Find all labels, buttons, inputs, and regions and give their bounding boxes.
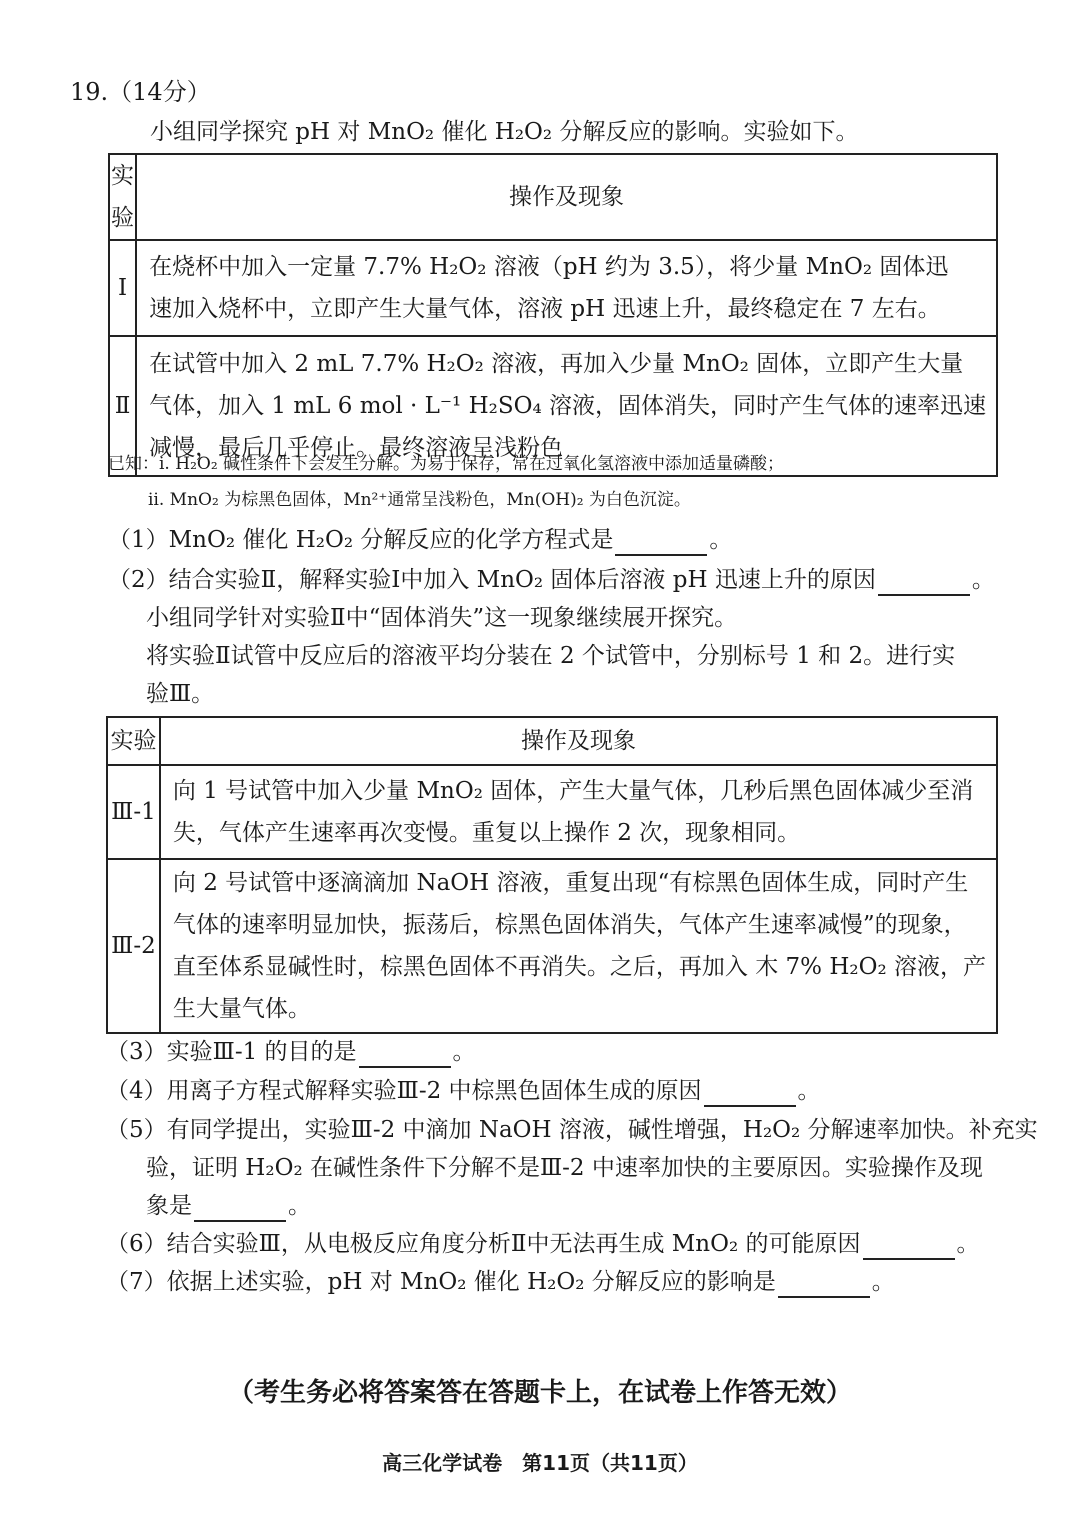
header-experiment: 实验 xyxy=(109,154,136,240)
question-2 xyxy=(108,564,995,596)
answer-blank xyxy=(194,1196,286,1222)
experiment-table-1 xyxy=(108,153,998,477)
row-label: Ⅲ-2 xyxy=(107,859,160,1033)
known-line-1: 已知：ⅰ. H₂O₂ 碱性条件下会发生分解。为易于保存，常在过氧化氢溶液中添加适量磷酸； xyxy=(108,454,785,474)
row-line: 在试管中加入 2 mL 7.7% H₂O₂ 溶液，再加入少量 MnO₂ 固体，立即产生大量 xyxy=(149,351,964,377)
question-5-text: 象是 xyxy=(146,1193,192,1219)
row-line: 生大量气体。 xyxy=(172,996,311,1022)
punctuation: 。 xyxy=(971,567,995,593)
question-2-text: （2）结合实验Ⅱ，解释实验Ⅰ中加入 MnO₂ 固体后溶液 pH 迅速上升的原因 xyxy=(108,567,876,593)
row-line: 在烧杯中加入一定量 7.7% H₂O₂ 溶液（pH 约为 3.5），将少量 MnO₂ 固体迅 xyxy=(149,254,949,280)
punctuation: 。 xyxy=(452,1039,476,1065)
punctuation: 。 xyxy=(797,1078,821,1104)
punctuation: 。 xyxy=(956,1231,980,1257)
known-line-2: ⅱ. MnO₂ 为棕黑色固体，Mn²⁺通常呈浅粉色，Mn(OH)₂ 为白色沉淀。 xyxy=(148,490,691,510)
answer-blank xyxy=(615,530,707,556)
table-row xyxy=(109,240,997,336)
question-4-text: （4）用离子方程式解释实验Ⅲ-2 中棕黑色固体生成的原因 xyxy=(106,1078,702,1104)
question-7-text: （7）依据上述实验，pH 对 MnO₂ 催化 H₂O₂ 分解反应的影响是 xyxy=(106,1269,776,1295)
page-footer: 高三化学试卷 第11页（共11页） xyxy=(382,1451,698,1475)
question-5-line-1: （5）有同学提出，实验Ⅲ-2 中滴加 NaOH 溶液，碱性增强，H₂O₂ 分解速率加快。补充实 xyxy=(106,1117,1038,1143)
header-operation: 操作及现象 xyxy=(136,154,997,240)
question-intro: 小组同学探究 pH 对 MnO₂ 催化 H₂O₂ 分解反应的影响。实验如下。 xyxy=(150,119,859,145)
table-header-row xyxy=(107,717,997,765)
row-line: 气体，加入 1 mL 6 mol · L⁻¹ H₂SO₄ 溶液，固体消失，同时产生气体的速率迅速 xyxy=(149,393,986,419)
row-line: 气体的速率明显加快，振荡后，棕黑色固体消失，气体产生速率减慢”的现象， xyxy=(172,912,967,938)
header-operation: 操作及现象 xyxy=(160,717,997,765)
question-5-line-2: 验，证明 H₂O₂ 在碱性条件下分解不是Ⅲ-2 中速率加快的主要原因。实验操作及现 xyxy=(146,1155,983,1181)
question-1 xyxy=(108,524,732,556)
row-label: Ⅱ xyxy=(109,336,136,476)
answer-blank xyxy=(878,570,970,596)
punctuation: 。 xyxy=(871,1269,895,1295)
answer-blank xyxy=(778,1272,870,1298)
answer-blank xyxy=(863,1234,955,1260)
row-line: 向 1 号试管中加入少量 MnO₂ 固体，产生大量气体，几秒后黑色固体减少至消 xyxy=(172,778,974,804)
table-row xyxy=(107,859,997,1033)
row-label: Ⅲ-1 xyxy=(107,765,160,859)
question-3 xyxy=(106,1036,476,1068)
row-line: 向 2 号试管中逐滴滴加 NaOH 溶液，重复出现“有棕黑色固体生成，同时产生 xyxy=(172,870,969,896)
question-number: 19.（14分） xyxy=(70,78,211,106)
row-line: 直至体系显碱性时，棕黑色固体不再消失。之后，再加入 ⽊ 7% H₂O₂ 溶液，产 xyxy=(172,954,986,980)
answer-blank xyxy=(704,1081,796,1107)
question-5-line-3 xyxy=(146,1190,311,1222)
punctuation: 。 xyxy=(288,1193,311,1219)
question-7 xyxy=(106,1266,895,1298)
table-row xyxy=(107,765,997,859)
row-line: 失，气体产生速率再次变慢。重复以上操作 2 次，现象相同。 xyxy=(172,820,801,846)
paragraph-1: 小组同学针对实验Ⅱ中“固体消失”这一现象继续展开探究。 xyxy=(146,605,738,631)
row-content xyxy=(136,240,997,336)
table-header-row xyxy=(109,154,997,240)
question-6 xyxy=(106,1228,980,1260)
exam-notice: （考生务必将答案答在答题卡上，在试卷上作答无效） xyxy=(227,1378,852,1408)
row-label: Ⅰ xyxy=(109,240,136,336)
paragraph-2b: 验Ⅲ。 xyxy=(146,681,215,707)
punctuation: 。 xyxy=(709,527,733,553)
question-3-text: （3）实验Ⅲ-1 的目的是 xyxy=(106,1039,357,1065)
row-line: 速加入烧杯中，立即产生大量气体，溶液 pH 迅速上升，最终稳定在 7 左右。 xyxy=(149,296,941,322)
question-4 xyxy=(106,1075,821,1107)
answer-blank xyxy=(359,1042,451,1068)
paragraph-2a: 将实验Ⅱ试管中反应后的溶液平均分装在 2 个试管中，分别标号 1 和 2。进行实 xyxy=(146,643,956,669)
row-line: 减慢，最后几乎停止。最终溶液呈浅粉色 xyxy=(149,435,564,461)
question-6-text: （6）结合实验Ⅲ，从电极反应角度分析Ⅱ中无法再生成 MnO₂ 的可能原因 xyxy=(106,1231,861,1257)
question-1-text: （1）MnO₂ 催化 H₂O₂ 分解反应的化学方程式是 xyxy=(108,527,614,553)
experiment-table-2 xyxy=(106,716,998,1034)
row-content xyxy=(160,765,997,859)
header-experiment: 实验 xyxy=(107,717,160,765)
row-content xyxy=(160,859,997,1033)
